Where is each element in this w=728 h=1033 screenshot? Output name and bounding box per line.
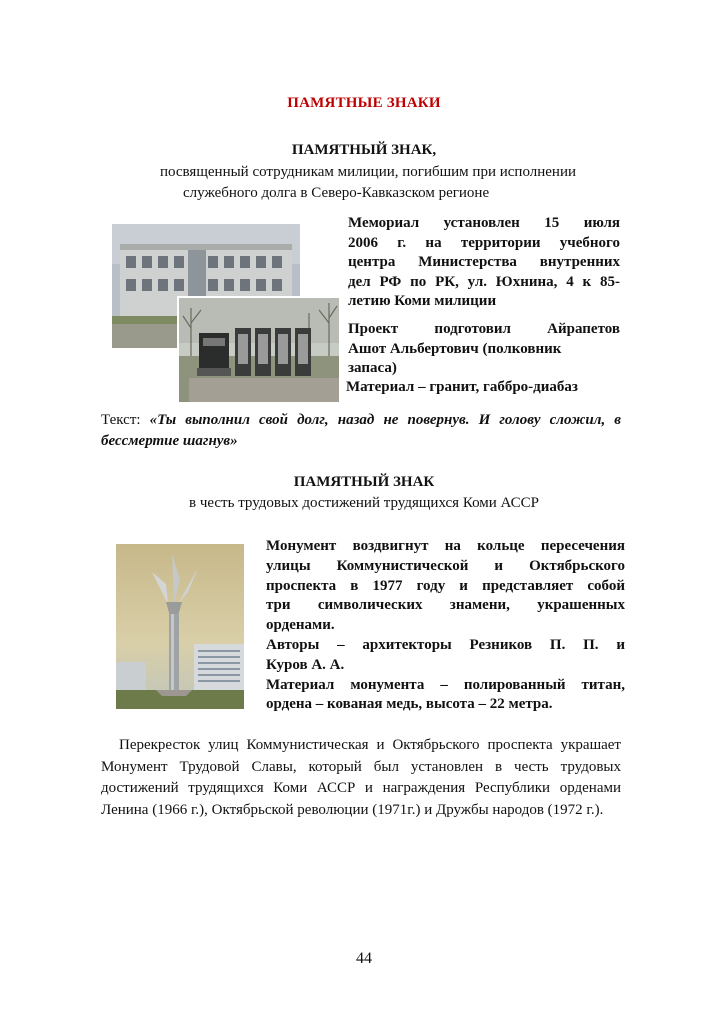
sign2-paragraph: Перекресток улиц Коммунистическая и Октябрьского проспекта украшает Монумент Трудовой Славы, который был установлен в честь трудовых достижений трудящихся Коми АССР и награждения Республики орденами Ленина (1966 г.), Октябрьской революции (1971г.) и Дружбы народов (1972 г.).	[101, 737, 621, 818]
sign1-desc-line: центра Министерства внутренних	[348, 254, 620, 270]
sign1-text-quote: «Ты выполнил свой долг, назад не повернув. И голову сложил, в бессмертие шагнув»	[101, 412, 621, 449]
memorial-photo	[177, 296, 341, 404]
sign2-desc-line: Монумент воздвигнут на кольце пересечения	[266, 538, 625, 554]
sign1-subtitle-line2: служебного долга в Северо-Кавказском регионе	[183, 185, 490, 201]
sign2-desc-line: Куров А. А.	[266, 656, 345, 673]
sign1-author-line: Проект подготовил Айрапетов	[348, 321, 620, 337]
sign2-desc-line: Материал монумента – полированный титан,	[266, 676, 625, 693]
sign2-desc-line: Авторы – архитекторы Резников П. П. и	[266, 636, 625, 653]
sign1-text	[101, 410, 621, 452]
sign2-desc-line: улицы Коммунистической и Октябрьского	[266, 557, 625, 574]
sign2-description	[266, 537, 625, 715]
page-number: 44	[356, 950, 372, 967]
section-heading: ПАМЯТНЫЕ ЗНАКИ	[287, 95, 441, 111]
sign2-desc-line: орденами.	[266, 617, 335, 634]
sign1-title: ПАМЯТНЫЙ ЗНАК,	[291, 142, 437, 158]
sign2-title: ПАМЯТНЫЙ ЗНАК	[293, 474, 435, 490]
sign1-authors	[348, 320, 620, 379]
sign1-text-label: Текст:	[101, 412, 141, 428]
sign1-author-line: Ашот Альбертович (полковник	[348, 340, 562, 357]
sign1-desc-line: Мемориал установлен 15 июля	[348, 215, 620, 231]
sign1-desc-line: летию Коми милиции	[348, 293, 497, 309]
sign2-desc-line: проспекта в 1977 году и представляет собой	[266, 577, 625, 594]
sign2-desc-line: три символических знамени, украшенных	[266, 597, 625, 614]
sign2-subtitle: в честь трудовых достижений трудящихся Коми АССР	[188, 495, 539, 511]
monument-photo	[116, 544, 244, 709]
sign1-subtitle-line1: посвященный сотрудникам милиции, погибшим при исполнении	[159, 164, 576, 180]
sign1-description	[348, 214, 620, 312]
sign1-desc-line: дел РФ по РК, ул. Юхнина, 4 к 85-	[348, 273, 620, 290]
sign2-desc-line: ордена – кованая медь, высота – 22 метра.	[266, 696, 553, 713]
sign1-material: Материал – гранит, габбро-диабаз	[346, 379, 578, 395]
sign1-author-line: запаса)	[348, 360, 397, 376]
sign1-desc-line: 2006 г. на территории учебного	[348, 234, 620, 251]
